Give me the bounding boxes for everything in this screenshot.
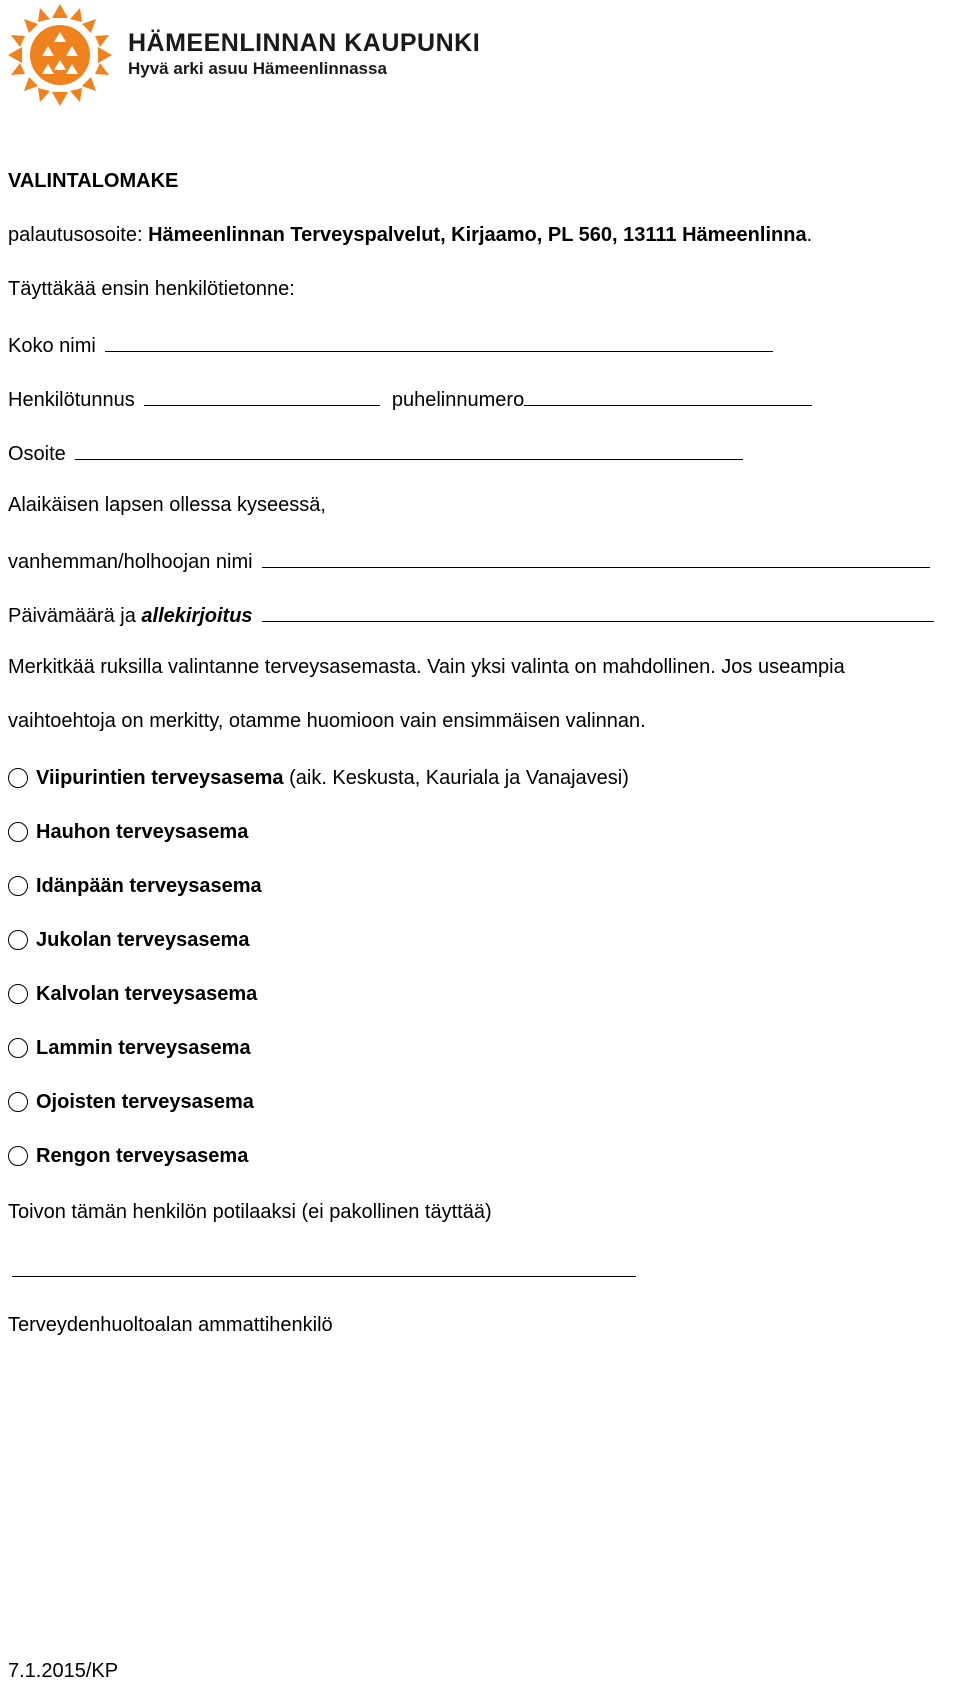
option-label: Idänpään terveysasema	[36, 875, 262, 897]
guardian-label: vanhemman/holhoojan nimi	[8, 551, 253, 573]
form-title: VALINTALOMAKE	[8, 170, 179, 192]
option-jukola[interactable]	[8, 928, 249, 952]
date-sig-emph: allekirjoitus	[141, 605, 253, 627]
instruction-line-1: Merkitkää ruksilla valintanne terveysasemasta. Vain yksi valinta on mahdollinen. Jos useampia	[8, 656, 845, 678]
full-name-row	[8, 331, 773, 358]
option-renko[interactable]	[8, 1144, 248, 1168]
radio-circle-icon[interactable]	[8, 876, 28, 896]
option-label: Kalvolan terveysasema	[36, 983, 258, 1005]
wish-text: Toivon tämän henkilön potilaaksi (ei pakollinen täyttää)	[8, 1201, 492, 1223]
professional-label: Terveydenhuoltoalan ammattihenkilö	[8, 1314, 333, 1336]
return-label: palautusosoite:	[8, 224, 149, 246]
intro-text: Täyttäkää ensin henkilötietonne:	[8, 278, 295, 300]
option-idanpaa[interactable]	[8, 874, 262, 898]
radio-circle-icon[interactable]	[8, 1092, 28, 1112]
option-label: Jukolan terveysasema	[36, 929, 250, 951]
guardian-row	[8, 547, 930, 574]
option-label: Rengon terveysasema	[36, 1145, 249, 1167]
option-label: Ojoisten terveysasema	[36, 1091, 254, 1113]
guardian-field[interactable]	[262, 547, 930, 568]
phone-label: puhelinnumero	[391, 389, 525, 411]
full-name-label: Koko nimi	[8, 335, 96, 357]
brand	[128, 28, 480, 80]
option-note: (aik. Keskusta, Kauriala ja Vanajavesi)	[283, 767, 629, 789]
address-row	[8, 439, 743, 466]
slogan: Hyvä arki asuu Hämeenlinnassa	[128, 59, 387, 78]
option-label: Hauhon terveysasema	[36, 821, 249, 843]
date-sig-prefix: Päivämäärä ja	[8, 605, 142, 627]
ssn-field[interactable]	[144, 385, 380, 406]
return-end: .	[806, 224, 813, 246]
footer-date: 7.1.2015/KP	[8, 1660, 119, 1682]
radio-circle-icon[interactable]	[8, 984, 28, 1004]
minor-note: Alaikäisen lapsen ollessa kyseessä,	[8, 494, 326, 516]
option-ojoinen[interactable]	[8, 1090, 254, 1114]
radio-circle-icon[interactable]	[8, 822, 28, 842]
radio-circle-icon[interactable]	[8, 768, 28, 788]
address-field[interactable]	[75, 439, 743, 460]
date-signature-row	[8, 601, 934, 628]
option-kalvola[interactable]	[8, 982, 257, 1006]
option-lammi[interactable]	[8, 1036, 251, 1060]
option-label: Viipurintien terveysasema	[36, 767, 284, 789]
phone-field[interactable]	[524, 385, 812, 406]
sun-emblem-icon	[6, 2, 114, 108]
date-signature-field[interactable]	[262, 601, 934, 622]
radio-circle-icon[interactable]	[8, 1146, 28, 1166]
option-viipurintien[interactable]	[8, 766, 629, 790]
option-hauho[interactable]	[8, 820, 248, 844]
option-label: Lammin terveysasema	[36, 1037, 251, 1059]
ssn-label: Henkilötunnus	[8, 389, 135, 411]
address-label: Osoite	[8, 443, 66, 465]
ssn-phone-row	[8, 385, 812, 412]
radio-circle-icon[interactable]	[8, 1038, 28, 1058]
radio-circle-icon[interactable]	[8, 930, 28, 950]
return-address-line	[8, 223, 812, 247]
professional-field[interactable]	[12, 1276, 636, 1277]
instruction-line-2: vaihtoehtoja on merkitty, otamme huomioon vain ensimmäisen valinnan.	[8, 710, 646, 732]
org-name: HÄMEENLINNAN KAUPUNKI	[128, 29, 481, 57]
return-address: Hämeenlinnan Terveyspalvelut, Kirjaamo, PL 560, 13111 Hämeenlinna	[148, 224, 807, 246]
full-name-field[interactable]	[105, 331, 773, 352]
